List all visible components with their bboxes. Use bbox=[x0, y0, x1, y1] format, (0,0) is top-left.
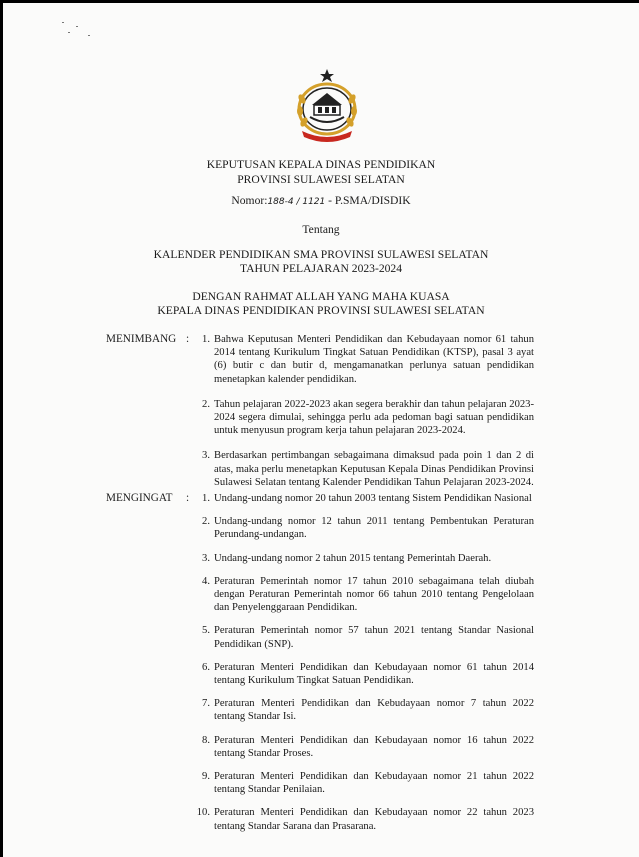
list-item: 5. Peraturan Pemerintah nomor 57 tahun 2021 tentang Standar Nasional Pendidikan (SNP). bbox=[202, 625, 534, 650]
nomor-label: Nomor: bbox=[231, 194, 268, 207]
menimbang-label: MENIMBANG bbox=[106, 333, 177, 345]
rahmat-line-2: KEPALA DINAS PENDIDIKAN PROVINSI SULAWESI SELATAN bbox=[157, 304, 485, 317]
tentang-label: Tentang bbox=[302, 223, 340, 236]
nomor-suffix: - P.SMA/DISDIK bbox=[325, 194, 411, 207]
list-item: 9. Peraturan Menteri Pendidikan dan Kebudayaan nomor 21 tahun 2022 tentang Standar Penilaian. bbox=[202, 771, 534, 796]
list-item: 8. Peraturan Menteri Pendidikan dan Kebudayaan nomor 16 tahun 2022 tentang Standar Proses. bbox=[202, 734, 534, 759]
mengingat-label: MENGINGAT bbox=[106, 492, 173, 504]
rahmat-line-1: DENGAN RAHMAT ALLAH YANG MAHA KUASA bbox=[192, 290, 450, 303]
list-item: 4. Peraturan Pemerintah nomor 17 tahun 2010 sebagaimana telah diubah dengan Peraturan Pemerintah nomor 66 tahun 2010 tentang Pengelolaan dan Penyelenggaraan Pendidikan. bbox=[202, 575, 534, 614]
subject-line-2: TAHUN PELAJARAN 2023-2024 bbox=[239, 262, 403, 275]
list-item: 3. Undang-undang nomor 2 tahun 2015 tentang Pemerintah Daerah. bbox=[202, 552, 492, 564]
title-line-1: KEPUTUSAN KEPALA DINAS PENDIDIKAN bbox=[206, 158, 436, 171]
list-item: 7. Peraturan Menteri Pendidikan dan Kebudayaan nomor 7 tahun 2022 tentang Standar Isi. bbox=[202, 698, 534, 723]
menimbang-colon: : bbox=[186, 333, 190, 345]
list-item: 3. Berdasarkan pertimbangan sebagaimana dimaksud pada poin 1 dan 2 di atas, maka perlu menetapkan Keputusan Kepala Dinas Pendidikan Provinsi Sulawesi Selatan tentang Kalender Pendidikan Tahun Pelajaran 2023-2024. bbox=[202, 450, 534, 488]
list-item: 1. Bahwa Keputusan Menteri Pendidikan dan Kebudayaan nomor 61 tahun 2014 tentang Kurikulum Tingkat Satuan Pendidikan (KTSP), pasal 3 ayat (6) butir c dan butir d, mengamanatkan perlunya satuan pendidikan menetapkan kalender pendidikan. bbox=[202, 334, 534, 385]
subject-line-1: KALENDER PENDIDIKAN SMA PROVINSI SULAWESI SELATAN bbox=[153, 248, 489, 261]
list-item: 1. Undang-undang nomor 20 tahun 2003 tentang Sistem Pendidikan Nasional bbox=[202, 493, 532, 504]
list-item: 10. Peraturan Menteri Pendidikan dan Kebudayaan nomor 22 tahun 2023 tentang Standar Sarana dan Prasarana. bbox=[196, 807, 534, 832]
list-item: 2. Undang-undang nomor 12 tahun 2011 tentang Pembentukan Peraturan Perundang-undangan. bbox=[202, 516, 534, 541]
list-item: 6. Peraturan Menteri Pendidikan dan Kebudayaan nomor 61 tahun 2014 tentang Kurikulum Tingkat Satuan Pendidikan. bbox=[202, 661, 534, 687]
mengingat-list bbox=[194, 492, 534, 833]
scan-specks bbox=[58, 18, 98, 43]
provincial-emblem-icon bbox=[292, 67, 362, 145]
title-line-2: PROVINSI SULAWESI SELATAN bbox=[237, 173, 405, 186]
list-item: 2. Tahun pelajaran 2022-2023 akan segera berakhir dan tahun pelajaran 2023-2024 segera dimulai, sehingga perlu ada pedoman bagi satuan pendidikan untuk menyusun program kerja tahun pelajaran 2023-2024. bbox=[202, 398, 534, 437]
mengingat-colon: : bbox=[186, 492, 190, 504]
nomor-handwritten: 188-4 / 1121 bbox=[267, 197, 326, 207]
document-page bbox=[3, 3, 639, 857]
nomor-line bbox=[3, 194, 639, 209]
menimbang-list bbox=[194, 333, 534, 489]
